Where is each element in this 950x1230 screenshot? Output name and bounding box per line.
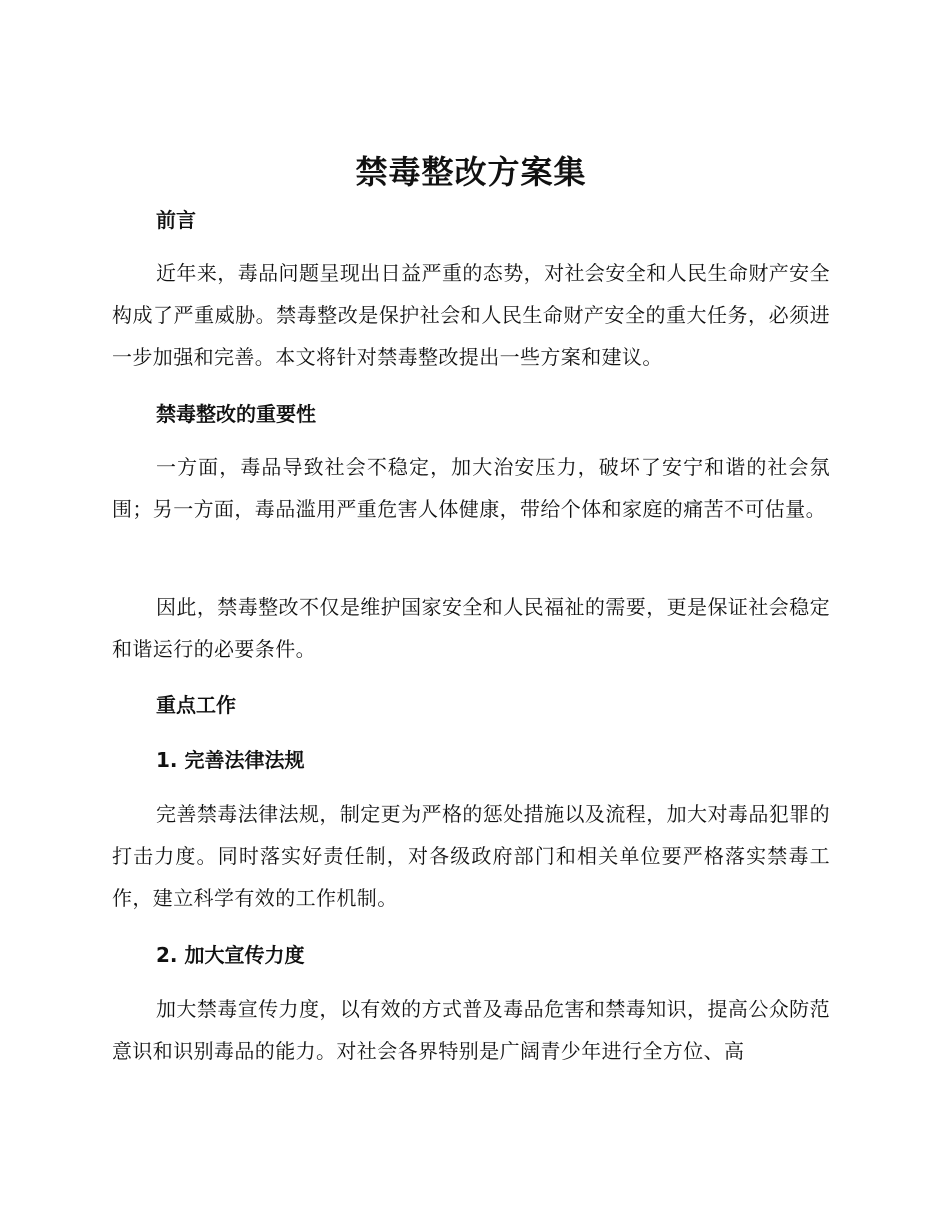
section-heading-key-work: 重点工作 xyxy=(156,693,236,717)
paragraph-item-1: 完善禁毒法律法规，制定更为严格的惩处措施以及流程，加大对毒品犯罪的打击力度。同时落实好责任制，对各级政府部门和相关单位要严格落实禁毒工作，建立科学有效的工作机制。 xyxy=(112,802,830,910)
section-heading-preface: 前言 xyxy=(156,208,196,232)
paragraph-importance-2: 因此，禁毒整改不仅是维护国家安全和人民福祉的需要，更是保证社会稳定和谐运行的必要条件。 xyxy=(112,595,830,661)
paragraph-item-2: 加大禁毒宣传力度，以有效的方式普及毒品危害和禁毒知识，提高公众防范意识和识别毒品的能力。对社会各界特别是广阔青少年进行全方位、高 xyxy=(112,997,830,1063)
section-heading-importance: 禁毒整改的重要性 xyxy=(156,402,316,426)
paragraph-importance-1: 一方面，毒品导致社会不稳定，加大治安压力，破坏了安宁和谐的社会氛围；另一方面，毒品滥用严重危害人体健康，带给个体和家庭的痛苦不可估量。 xyxy=(112,455,830,521)
paragraph-preface: 近年来，毒品问题呈现出日益严重的态势，对社会安全和人民生命财产安全构成了严重威胁。禁毒整改是保护社会和人民生命财产安全的重大任务，必须进一步加强和完善。本文将针对禁毒整改提出一些方案和建议。 xyxy=(112,261,830,369)
subheading-item-2: 2. 加大宣传力度 xyxy=(156,943,305,967)
subheading-item-1: 1. 完善法律法规 xyxy=(156,748,305,772)
document-title: 禁毒整改方案集 xyxy=(355,153,587,191)
